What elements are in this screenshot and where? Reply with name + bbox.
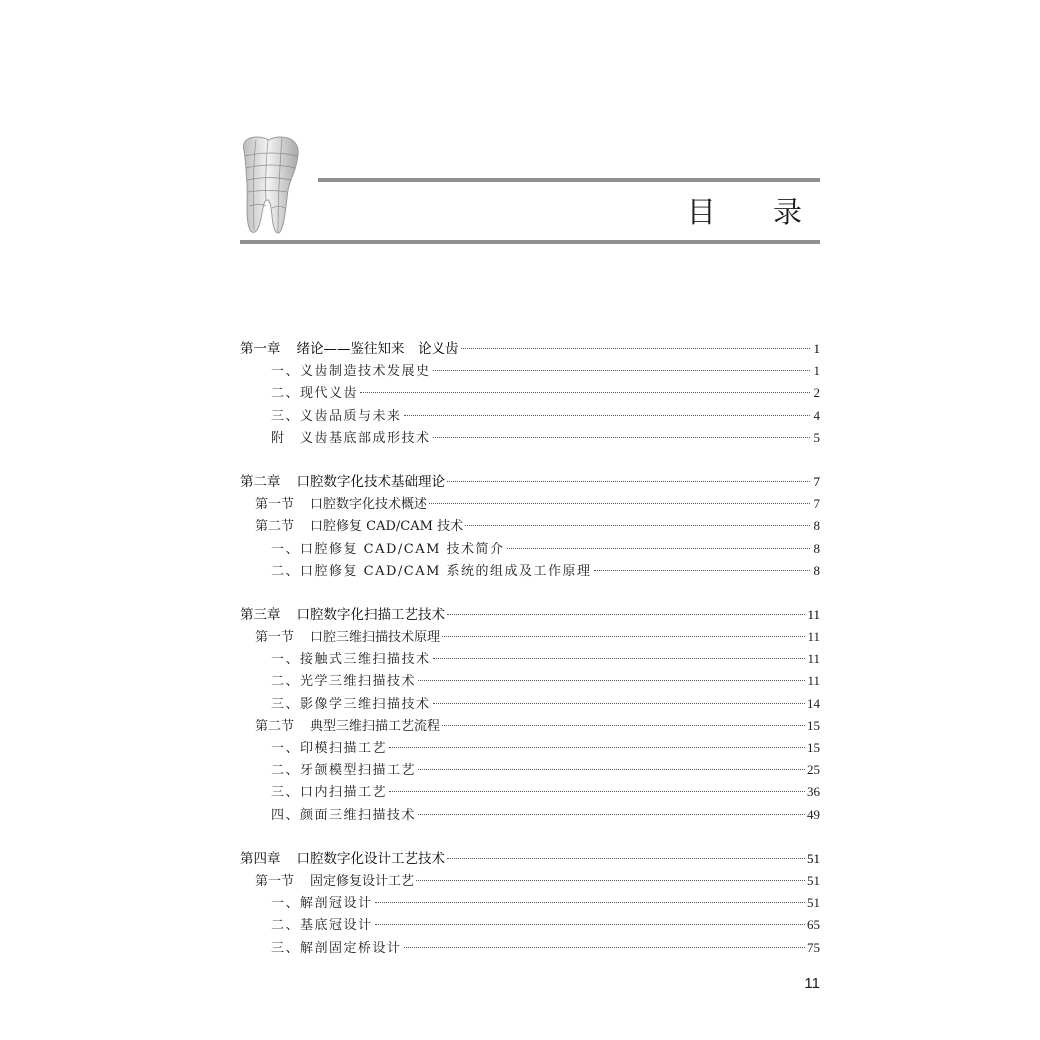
toc-entry-item[interactable] [240,737,820,759]
toc-leader-dots [447,858,805,859]
toc-entry-label [271,893,373,915]
toc-entry-section[interactable] [240,715,820,737]
toc-entry-item[interactable] [240,759,820,781]
page-title: 目 录 [686,195,826,229]
toc-entry-page: 51 [807,895,820,911]
toc-leader-dots [465,525,810,526]
toc-entry-item[interactable] [240,382,820,404]
toc-entry-label [271,428,431,450]
toc-entry-item[interactable] [240,360,820,382]
toc-leader-dots [507,548,810,549]
toc-leader-dots [418,680,805,681]
toc-entry-label [240,338,459,360]
toc-entry-page: 11 [807,606,820,622]
toc-leader-dots [442,725,805,726]
toc-entry-label [255,494,427,516]
toc-entry-item[interactable] [240,781,820,803]
toc-entry-chapter[interactable] [240,604,820,626]
toc-leader-dots [389,747,805,748]
toc-entry-title: 二、口腔修复 CAD/CAM 系统的组成及工作原理 [271,563,592,579]
toc-leader-dots [429,503,810,504]
toc-entry-number: 第一节 [255,873,295,889]
toc-entry-number: 第三章 [240,606,281,623]
header-rule-top [318,178,820,182]
toc-entry-page: 11 [807,673,820,689]
toc-entry-page: 36 [807,784,820,800]
toc-leader-dots [447,614,805,615]
toc-entry-label [255,516,463,538]
toc-entry-page: 8 [813,540,820,556]
toc-leader-dots [404,415,810,416]
toc-entry-title: 三、义齿品质与未来 [271,408,402,424]
toc-entry-label [255,871,414,893]
toc-entry-item[interactable] [240,648,820,670]
toc-entry-page: 14 [807,695,820,711]
toc-entry-page: 49 [807,806,820,822]
toc-entry-chapter[interactable] [240,471,820,493]
toc-entry-item[interactable] [240,693,820,715]
toc-entry-label [255,627,440,649]
toc-entry-title: 口腔数字化技术基础理论 [296,473,445,490]
toc-entry-title: 附 义齿基底部成形技术 [271,430,431,446]
toc-leader-dots [594,570,810,571]
toc-entry-item[interactable] [240,914,820,936]
toc-entry-title: 口腔三维扫描技术原理 [310,630,441,646]
toc-entry-label [271,383,358,405]
toc-entry-title: 一、解剖冠设计 [271,896,373,912]
toc-entry-title: 典型三维扫描工艺流程 [310,718,441,734]
toc-entry-item[interactable] [240,405,820,427]
table-of-contents [240,338,820,959]
toc-entry-section[interactable] [240,515,820,537]
toc-entry-label [240,471,445,493]
toc-entry-label [240,848,445,870]
toc-entry-item[interactable] [240,892,820,914]
toc-entry-label [255,716,440,738]
toc-entry-title: 一、接触式三维扫描技术 [271,652,431,668]
toc-entry-chapter[interactable] [240,338,820,360]
toc-entry-page: 15 [807,740,820,755]
toc-entry-title: 口腔数字化扫描工艺技术 [296,606,445,623]
toc-entry-item[interactable] [240,560,820,582]
toc-entry-page: 5 [813,429,820,445]
toc-entry-title: 二、现代义齿 [271,386,359,402]
toc-entry-page: 51 [807,850,820,866]
toc-entry-page: 7 [813,473,820,489]
toc-leader-dots [416,880,805,881]
toc-entry-label [271,938,402,960]
toc-leader-dots [433,437,810,438]
toc-entry-title: 口腔修复 CAD/CAM 技术 [310,519,464,535]
toc-leader-dots [461,348,811,349]
toc-entry-label [271,694,431,716]
toc-entry-section[interactable] [240,870,820,892]
toc-entry-title: 三、口内扫描工艺 [271,785,388,801]
toc-entry-page: 51 [807,872,820,888]
toc-entry-number: 第一节 [255,497,295,513]
toc-entry-section[interactable] [240,626,820,648]
toc-entry-label [271,539,505,561]
toc-entry-item[interactable] [240,427,820,449]
tooth-icon [236,132,306,236]
toc-entry-label [271,361,431,383]
toc-entry-number: 第二章 [240,473,281,490]
toc-entry-number: 第二节 [255,519,295,535]
toc-leader-dots [418,769,805,770]
toc-leader-dots [389,791,805,792]
toc-entry-title: 固定修复设计工艺 [310,873,415,889]
toc-entry-number: 第二节 [255,718,295,734]
toc-leader-dots [442,636,805,637]
toc-leader-dots [404,947,805,948]
toc-entry-page: 25 [807,762,820,778]
toc-entry-number: 第四章 [240,850,281,867]
toc-leader-dots [375,902,805,903]
toc-entry-title: 一、印模扫描工艺 [271,741,388,756]
toc-entry-chapter[interactable] [240,848,820,870]
toc-entry-page: 7 [813,496,820,512]
toc-entry-page: 11 [807,651,820,667]
toc-leader-dots [375,924,805,925]
toc-entry-label [240,604,445,626]
toc-leader-dots [418,814,805,815]
toc-entry-title: 二、牙颌模型扫描工艺 [271,763,417,779]
toc-entry-title: 口腔数字化设计工艺技术 [296,850,445,867]
toc-leader-dots [447,481,810,482]
toc-entry-label [271,649,431,671]
toc-entry-page: 1 [813,363,820,379]
toc-entry-page: 4 [813,407,820,423]
toc-entry-label [271,561,592,583]
toc-leader-dots [360,392,810,393]
toc-entry-title: 口腔数字化技术概述 [310,497,428,513]
header-rule-bottom [240,240,820,244]
toc-entry-title: 二、基底冠设计 [271,918,373,934]
toc-entry-number: 第一节 [255,630,295,646]
toc-entry-title: 三、影像学三维扫描技术 [271,696,431,712]
toc-entry-label [271,782,387,804]
toc-entry-number: 第一章 [240,341,281,357]
toc-entry-title: 四、颜面三维扫描技术 [271,807,417,823]
toc-entry-page: 65 [807,917,820,933]
toc-entry-page: 2 [813,385,820,401]
toc-entry-label [271,805,416,827]
toc-entry-item[interactable] [240,538,820,560]
toc-leader-dots [433,658,806,659]
toc-entry-item[interactable] [240,804,820,826]
toc-entry-title: 绪论——鉴往知来 论义齿 [296,341,459,357]
toc-entry-label [271,671,416,693]
toc-entry-label [271,760,416,782]
toc-entry-page: 1 [813,341,820,356]
toc-entry-label [271,738,387,760]
toc-entry-page: 8 [813,518,820,534]
toc-entry-page: 15 [807,717,820,733]
toc-entry-title: 二、光学三维扫描技术 [271,674,417,690]
toc-leader-dots [433,370,810,371]
toc-entry-title: 一、义齿制造技术发展史 [271,364,431,380]
toc-entry-label [271,406,402,428]
toc-entry-title: 一、口腔修复 CAD/CAM 技术简介 [271,541,505,557]
toc-entry-item[interactable] [240,670,820,692]
toc-entry-page: 11 [807,629,820,645]
toc-entry-item[interactable] [240,937,820,959]
toc-entry-page: 8 [813,562,820,578]
toc-entry-title: 三、解剖固定桥设计 [271,940,402,956]
page-number: 11 [804,975,820,992]
toc-entry-section[interactable] [240,493,820,515]
toc-entry-label [271,915,373,937]
toc-entry-page: 75 [807,939,820,955]
toc-leader-dots [433,703,805,704]
